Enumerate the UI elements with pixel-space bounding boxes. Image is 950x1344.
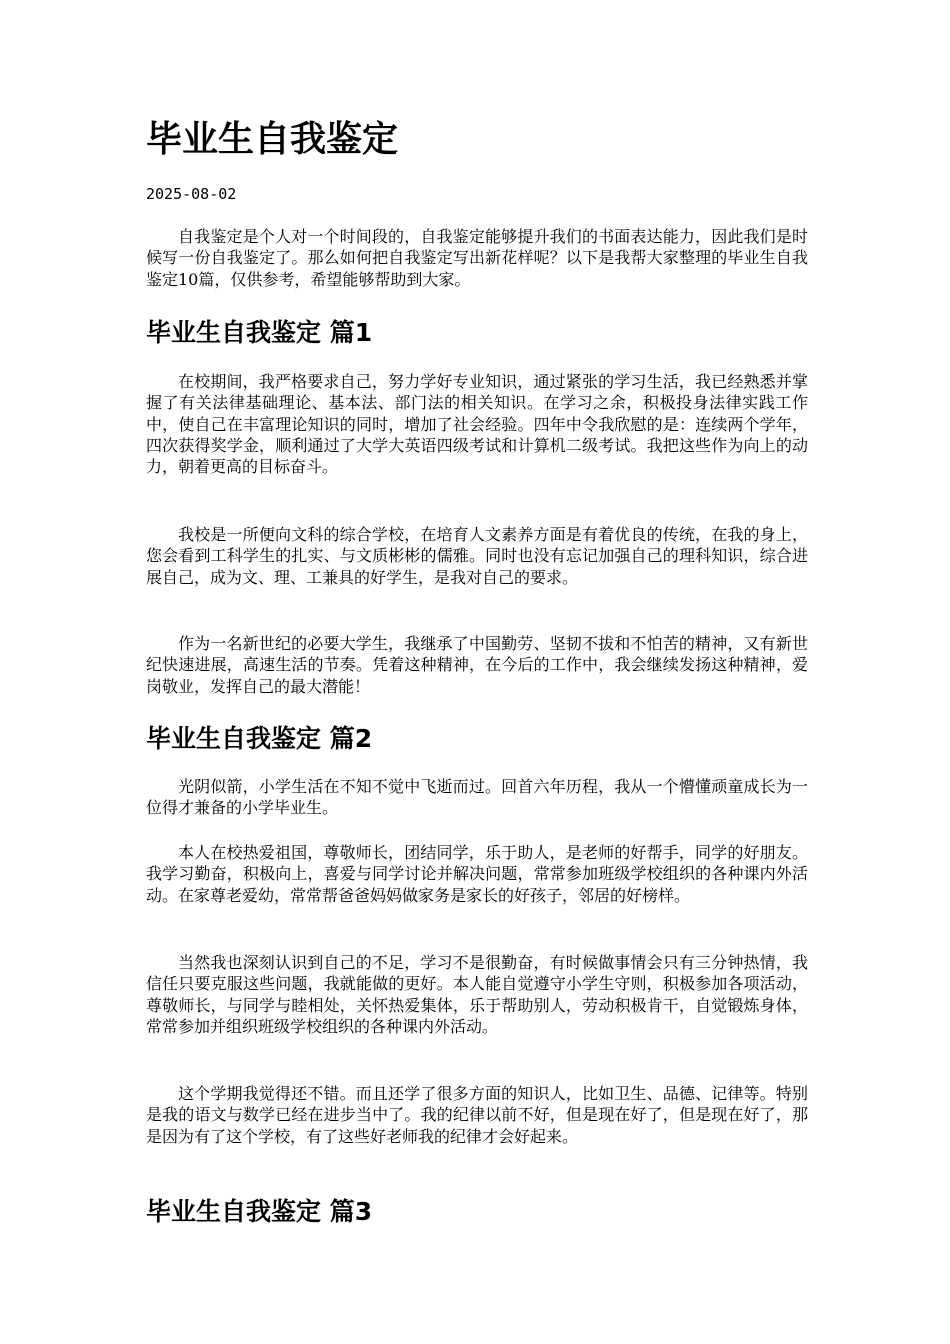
section-1-paragraph-2: 我校是一所便向文科的综合学校，在培育人文素养方面是有着优良的传统，在我的身上，您会看到工科学生的扎实、与文质彬彬的儒雅。同时也没有忘记加强自己的理科知识，综合进展自己，成为文、理、工兼具的好学生，是我对自己的要求。 xyxy=(146,525,808,587)
section-2-paragraph-3: 当然我也深刻认识到自己的不足，学习不是很勤奋，有时候做事情会只有三分钟热情，我信任只要克服这些问题，我就能做的更好。本人能自觉遵守小学生守则，积极参加各项活动，尊敬师长，与同学与睦相处，关怀热爱集体，乐于帮助别人，劳动积极肯干，自觉锻炼身体，常常参加并组织班级学校组织的各种课内外活动。 xyxy=(146,953,808,1036)
section-1-paragraph-1: 在校期间，我严格要求自己，努力学好专业知识，通过紧张的学习生活，我已经熟悉并掌握了有关法律基础理论、基本法、部门法的相关知识。在学习之余，积极投身法律实践工作中，使自己在丰富理论知识的同时，增加了社会经验。四年中令我欣慰的是：连续两个学年，四次获得奖学金，顺利通过了大学大英语四级考试和计算机二级考试。我把这些作为向上的动力，朝着更高的目标奋斗。 xyxy=(146,372,808,477)
intro-paragraph: 自我鉴定是个人对一个时间段的，自我鉴定能够提升我们的书面表达能力，因此我们是时候写一份自我鉴定了。那么如何把自我鉴定写出新花样呢？以下是我帮大家整理的毕业生自我鉴定10篇，仅供参考，希望能够帮助到大家。 xyxy=(146,227,808,289)
publish-date: 2025-08-02 xyxy=(146,185,237,203)
section-1-paragraph-3: 作为一名新世纪的必要大学生，我继承了中国勤劳、坚韧不拔和不怕苦的精神，又有新世纪快速进展，高速生活的节奏。凭着这种精神，在今后的工作中，我会继续发扬这种精神，爱岗敬业，发挥自己的最大潜能！ xyxy=(146,634,808,696)
section-heading-3: 毕业生自我鉴定 篇3 xyxy=(146,1197,373,1226)
section-heading-2: 毕业生自我鉴定 篇2 xyxy=(146,724,373,753)
section-2-paragraph-4: 这个学期我觉得还不错。而且还学了很多方面的知识人，比如卫生、品德、记律等。特别是我的语文与数学已经在进步当中了。我的纪律以前不好，但是现在好了，但是现在好了，那是因为有了这个学校，有了这些好老师我的纪律才会好起来。 xyxy=(146,1084,808,1146)
page-title: 毕业生自我鉴定 xyxy=(146,119,399,160)
section-heading-1: 毕业生自我鉴定 篇1 xyxy=(146,318,373,347)
section-2-paragraph-1: 光阴似箭，小学生活在不知不觉中飞逝而过。回首六年历程，我从一个懵懂顽童成长为一位得才兼备的小学毕业生。 xyxy=(146,777,808,818)
section-2-paragraph-2: 本人在校热爱祖国，尊敬师长，团结同学，乐于助人，是老师的好帮手，同学的好朋友。我学习勤奋，积极向上，喜爱与同学讨论并解决问题，常常参加班级学校组织的各种课内外活动。在家尊老爱幼，常常帮爸爸妈妈做家务是家长的好孩子，邻居的好榜样。 xyxy=(146,843,808,905)
